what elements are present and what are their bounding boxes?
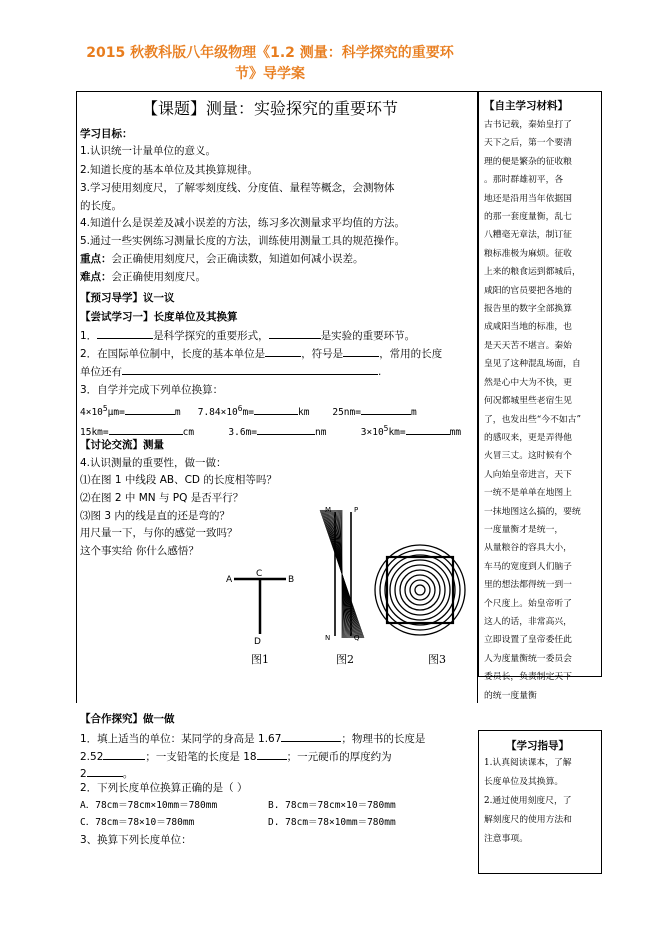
q4-line: ⑵在图 2 中 MN 与 PQ 是否平行？	[80, 492, 244, 504]
blank-field[interactable]	[87, 766, 123, 777]
blank-field[interactable]	[361, 404, 411, 415]
self-study-line: 这人的话，非常高兴，	[484, 616, 572, 627]
square-outline	[387, 557, 453, 623]
self-study-line: 粮标准极为麻烦。征收	[484, 248, 572, 259]
concentric-circle	[375, 545, 465, 635]
option-b[interactable]: B. 78cm＝78cm×10＝780mm	[268, 800, 396, 811]
self-study-line: 成咸阳当地的标准，也	[484, 322, 572, 333]
option-d[interactable]: D. 78cm＝78×10mm＝780mm	[268, 817, 396, 828]
blank-field[interactable]	[343, 346, 379, 357]
q4-line: 4.认识测量的重要性，做一做：	[80, 457, 227, 469]
document-title-line1: 2015 秋教科版八年级物理《1.2 测量：科学探究的重要环	[86, 45, 454, 61]
fig2-label-n: N	[325, 634, 331, 642]
self-study-line: 立即设置了皇帝委任此	[484, 635, 572, 646]
conv-term: 3×10	[360, 427, 384, 439]
self-study-line: 人为度量衡统一委员会	[484, 653, 572, 664]
q1-number: 1．	[80, 330, 98, 342]
conv-term: 25nm=	[332, 407, 361, 419]
coop-question-1-line3	[80, 766, 133, 781]
study-guide-line: 注意事项。	[484, 834, 528, 844]
conv-term: km=	[388, 427, 406, 439]
coop-q1-text: ；一支铅笔的长度是 18	[145, 751, 257, 763]
fig2-label-q: Q	[354, 634, 360, 642]
self-study-line: 天下之后，第一个要清	[484, 138, 572, 149]
blank-field[interactable]	[125, 404, 175, 415]
coop-question-1-line2	[80, 749, 392, 764]
conversion-row-1	[80, 402, 417, 420]
conv-unit: mm	[449, 427, 462, 439]
self-study-line: 一抹地图这么搞的，要统	[484, 506, 581, 517]
figure-1-caption: 图1	[251, 653, 269, 666]
coop-q1-text: 2.52	[80, 751, 104, 763]
self-study-line: 皇见了这种混乱场面，自	[484, 359, 581, 370]
attempt-section-title: 【尝试学习一】长度单位及其换算	[80, 311, 238, 323]
q2-text: ，符号是	[301, 348, 344, 360]
self-study-line: 古书记载，秦始皇打了	[484, 120, 572, 130]
difficulty	[80, 270, 206, 284]
self-study-line: 人向始皇帝进言，天下	[484, 469, 572, 480]
study-guide-line: 长度单位及其换算。	[484, 777, 564, 787]
coop-q1-text: ；物理书的长度是	[341, 733, 426, 745]
key-point-text: 会正确使用刻度尺，会正确读数，知道如何减小误差。	[111, 253, 364, 265]
self-study-text	[484, 116, 596, 705]
study-guide-line: 1.认真阅读课本，了解	[484, 758, 572, 768]
self-study-line: 。那时群雄初平，各	[484, 175, 564, 186]
conv-term: 3.6m=	[228, 427, 257, 439]
question-1	[80, 328, 415, 343]
blank-field[interactable]	[281, 731, 341, 742]
self-study-line: 咸阳的官员要把各地的	[484, 285, 572, 296]
q4-line: ⑶图 3 内的线是直的还是弯的？	[80, 510, 230, 522]
self-study-line: 何况都城里些老宿生见	[484, 396, 572, 407]
conv-unit: m	[174, 407, 181, 419]
self-study-line: 报告里的数字全部换算	[484, 304, 572, 315]
discuss-section-title: 【讨论交流】测量	[80, 439, 164, 451]
blank-field[interactable]	[109, 424, 183, 435]
fig1-label-d: D	[254, 637, 261, 647]
coop-q1-text: 。	[122, 768, 134, 780]
coop-question-3: 3、换算下列长度单位：	[80, 834, 192, 846]
document-title-line2: 节》导学案	[235, 66, 305, 82]
study-guide-line: 2.通过使用刻度尺，了	[484, 796, 572, 806]
option-a[interactable]: A．78cm＝78cm×10mm＝780mm	[80, 800, 218, 811]
question-2	[80, 346, 442, 361]
key-point-label: 重点：	[80, 253, 112, 265]
blank-field[interactable]	[97, 328, 153, 339]
self-study-line: 车马的宽度到人们脑子	[484, 561, 572, 572]
study-guide-line: 解刻度尺的使用方法和	[484, 815, 572, 825]
conv-unit: cm	[182, 427, 195, 439]
self-study-line: 火冒三丈。这时候有个	[484, 451, 572, 462]
fig1-label-b: B	[288, 575, 295, 585]
document-title	[60, 43, 480, 85]
fig2-label-p: P	[354, 506, 359, 514]
blank-field[interactable]	[406, 424, 450, 435]
q4-line: ⑴在图 1 中线段 AB、CD 的长度相等吗？	[80, 474, 277, 486]
self-study-line: 个尺度上。始皇帝听了	[484, 598, 572, 609]
concentric-circle	[395, 565, 445, 615]
blank-field[interactable]	[254, 404, 298, 415]
fig1-label-c: C	[256, 569, 263, 579]
conv-exp: 6	[237, 404, 243, 413]
self-study-line: 了，也发出些“今不如古”	[484, 414, 581, 425]
concentric-circle	[380, 550, 460, 630]
self-study-line: 里的想法都得统一到一	[484, 580, 572, 591]
q4-line: 用尺量一下，与你的感觉一致吗？	[80, 527, 238, 539]
conv-unit: m	[410, 407, 417, 419]
figure-3-caption: 图3	[428, 653, 446, 666]
concentric-circle	[410, 580, 430, 600]
self-study-line: 理的便是繁杂的征收粮	[484, 156, 572, 167]
self-study-line: 然是心中大为不快，更	[484, 377, 572, 388]
conv-term: 7.84×10	[197, 407, 238, 419]
self-study-line: 的感叹来，更是弄得他	[484, 432, 572, 443]
objective-item: 1.认识统一计量单位的意义。	[80, 145, 217, 157]
fig2-label-m: M	[325, 506, 332, 514]
key-point	[80, 252, 364, 266]
lesson-header: 【课题】测量：实验探究的重要环节	[141, 99, 398, 118]
conv-term: 15km=	[80, 427, 109, 439]
coop-section-title: 【合作探究】做一做	[80, 713, 175, 725]
self-study-line: 委员长，负责制定天下	[484, 672, 572, 683]
self-study-line: 的统一度量衡	[484, 690, 537, 701]
difficulty-text: 会正确使用刻度尺。	[111, 271, 206, 283]
conv-term: μm=	[107, 407, 125, 419]
conv-term: 4×10	[80, 407, 103, 419]
q1-end: 是实验的重要环节。	[320, 330, 416, 342]
self-study-line: 八糟毫无章法，制订征	[484, 230, 572, 241]
self-study-line: 的那一套度量衡，乱七	[484, 212, 572, 223]
q2-text: 单位还有	[80, 366, 122, 378]
objective-item: 4.知道什么是误差及减小误差的方法，练习多次测量求平均值的方法。	[80, 217, 406, 229]
conv-unit: nm	[315, 427, 327, 439]
blank-field[interactable]	[103, 749, 145, 760]
question-2-line2: 单位还有 .	[80, 366, 382, 378]
figure-2	[318, 506, 368, 644]
coop-question-2: 2．下列长度单位换算正确的是（ ）	[80, 782, 248, 794]
q1-text: 是科学探究的重要形式，	[153, 330, 269, 342]
coop-question-1	[80, 731, 425, 746]
objective-item: 5.通过一些实例练习测量长度的方法，训练使用测量工具的规范操作。	[80, 235, 406, 247]
concentric-circle	[400, 570, 440, 610]
self-study-line: 从量粮谷的容具大小，	[484, 543, 572, 554]
self-study-line: 一度量衡才是统一，	[484, 524, 564, 535]
objective-item: 2.知道长度的基本单位及其换算规律。	[80, 164, 259, 176]
q4-line: 这个事实给 你什么感悟？	[80, 545, 199, 557]
concentric-circle	[415, 585, 425, 595]
self-study-line: 地还是沿用当年依据国	[484, 193, 572, 204]
blank-field[interactable]	[265, 346, 301, 357]
blank-field[interactable]	[122, 364, 378, 375]
coop-q1-text: 1．填上适当的单位：某同学的身高是 1.67	[80, 733, 282, 745]
objective-item: 3.学习使用刻度尺，了解零刻度线、分度值、量程等概念，会测物体	[80, 182, 395, 194]
question-3: 3．自学并完成下列单位换算：	[80, 384, 224, 396]
conv-unit: km	[298, 407, 310, 419]
concentric-circle	[390, 560, 450, 620]
coop-q1-text: 2	[80, 768, 87, 780]
blank-field[interactable]	[269, 328, 321, 339]
self-study-title: 【自主学习材料】	[484, 100, 568, 112]
q2-text: ，常用的长度	[379, 348, 443, 360]
conv-exp: 5	[102, 404, 108, 413]
blank-field[interactable]	[257, 424, 315, 435]
fig1-label-a: A	[226, 575, 233, 585]
conv-term: m=	[242, 407, 254, 419]
conv-exp: 5	[383, 424, 389, 433]
self-study-line: 一统不是单单在地图上	[484, 488, 572, 499]
figure-2-caption: 图2	[336, 653, 354, 666]
study-guide-text	[484, 754, 596, 849]
self-study-line: 是天天苦不堪言。秦始	[484, 340, 572, 351]
blank-field[interactable]	[257, 749, 287, 760]
figure-1	[220, 568, 300, 648]
study-guide-title: 【学习指导】	[506, 740, 569, 752]
preview-section-title: 【预习导学】议一议	[80, 292, 175, 304]
self-study-line: 上来的粮食运到都城后，	[484, 267, 581, 278]
q2-text: 2．在国际单位制中，长度的基本单位是	[80, 348, 266, 360]
objectives-title: 学习目标：	[80, 128, 133, 140]
coop-q1-text: ；一元硬币的厚度约为	[286, 751, 392, 763]
option-c[interactable]: C．78cm＝78×10＝780mm	[80, 817, 195, 828]
objective-item: 的长度。	[80, 200, 122, 212]
difficulty-label: 难点：	[80, 271, 112, 283]
figure-3	[373, 540, 467, 648]
